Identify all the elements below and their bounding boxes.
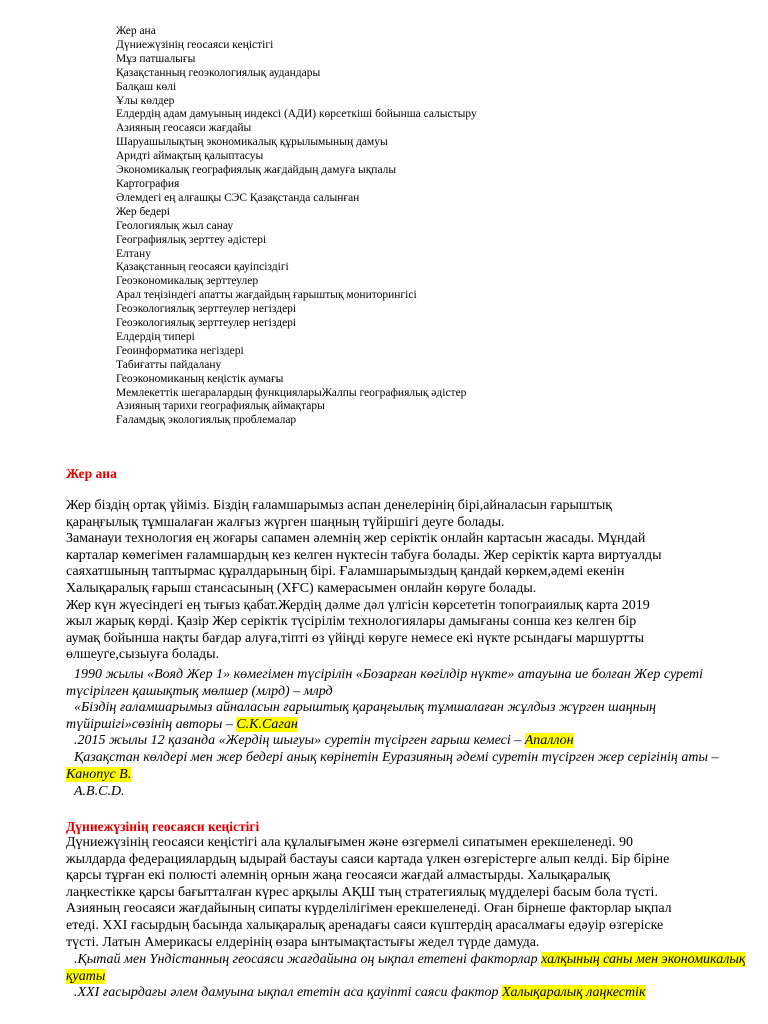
toc-item[interactable]: Геоэкономикалық зерттеулер [116, 275, 259, 288]
question-text: .XXI ғасырдағы әлем дамуына ықпал ететін аса қауіпті саяси фактор [74, 985, 502, 1001]
toc-item[interactable]: Елтану [116, 247, 151, 260]
section-body-geosayasi [66, 835, 746, 951]
section-body-zher-ana [66, 498, 746, 664]
toc-item[interactable]: Балқаш көлі [116, 80, 177, 93]
toc-item[interactable]: Қазақстанның геосаяси қауіпсіздігі [116, 261, 289, 274]
toc-item[interactable]: Картография [116, 177, 180, 190]
toc-item[interactable]: Елдердің типері [116, 330, 195, 343]
table-of-contents [116, 25, 477, 428]
quiz-question [66, 750, 746, 783]
text-line: лаңкестікке қарсы бағытталған күрес арқылы АҚШ тың стратегиялық мүдделері басым бола түсті. [66, 884, 658, 900]
toc-item[interactable]: Елдердің адам дамуының индексі (АДИ) көрсеткіші бойынша салыстыру [116, 108, 477, 121]
toc-item[interactable]: Географиялық зерттеу әдістері [116, 233, 267, 246]
quiz-question [66, 952, 746, 985]
quiz-question [66, 733, 746, 750]
text-line: Заманауи технология ең жоғары сапамен әлемнің жер серіктік онлайн картасын жасады. Мұндай [66, 531, 646, 547]
toc-item[interactable]: Әлемдегі ең алғашқы СЭС Қазақстанда салынған [116, 191, 360, 204]
toc-item[interactable]: Геоэкологиялық зерттеулер негіздері [116, 303, 297, 316]
toc-item[interactable]: Қазақстанның геоэкологиялық аудандары [116, 66, 321, 79]
text-line: карталар көмегімен ғаламшардың кез келген нүктесін табуға болады. Жер серіктік карта виртуалды [66, 547, 662, 563]
highlighted-answer: Халықаралық лаңкестік [501, 985, 646, 1001]
toc-item[interactable]: Дүниежүзінің геосаяси кеңістігі [116, 38, 274, 51]
toc-item[interactable]: Ұлы көлдер [116, 94, 175, 107]
toc-item[interactable]: Ғаламдық экологиялық проблемалар [116, 414, 297, 427]
answer-options: A.B.C.D. [74, 784, 125, 799]
question-text: Қазақстан көлдері мен жер бедері анық көрінетін Еуразияның әдемі суретін түсірген жер серігінің аты – [74, 749, 719, 765]
quiz-question [66, 700, 746, 733]
highlighted-answer: С.К.Саган [236, 716, 298, 732]
toc-item[interactable]: Геологиялық жыл санау [116, 219, 234, 232]
toc-item[interactable]: Геоэкономиканың кеңістік аумағы [116, 372, 284, 385]
quiz-question [66, 667, 746, 700]
text-line: Дүниежүзінің геосаяси кеңістігі ала құлалығымен және өзгермелі сипатымен ерекшеленеді. 90 [66, 835, 633, 850]
quiz-block-geosayasi [66, 952, 746, 1002]
toc-item[interactable]: Шаруашылықтың экономикалық құрылымының дамуы [116, 136, 388, 149]
text-line: қарсы тұрған екі полюсті әлемнің орнын жаңа геосаяси жағдай алмастырды. Халықаралық [66, 868, 610, 884]
section-heading-geosayasi: Дүниежүзінің геосаяси кеңістігі [66, 819, 260, 834]
quiz-block-zher-ana [66, 667, 746, 783]
question-text: .2015 жылы 12 қазанда «Жердің шығуы» суретін түсірген ғарыш кемесі – [74, 733, 525, 749]
text-line: қараңғылық тұмшалаған жалғыз жүрген шаңның түйіршігі деуге болады. [66, 514, 505, 530]
text-line: Жер біздің ортақ үйіміз. Біздің ғаламшарымыз аспан денелерінің бірі,айналасын ғарыштық [66, 498, 613, 513]
toc-item[interactable]: Аридті аймақтың қалыптасуы [116, 150, 264, 163]
text-line: аумақ бойынша нақты бағдар алуға,тіпті өз үйіңді көруге немесе екі нүкте рсындағы маршуртты [66, 630, 645, 646]
quiz-question [66, 985, 746, 1002]
text-line: Азияның геосаяси жағдайының сипаты күрделілігімен ерекшеленеді. Оған бірнеше факторлар ықпал [66, 901, 672, 917]
toc-item[interactable]: Азияның тарихи географиялық аймақтары [116, 400, 325, 413]
toc-item[interactable]: Геоинформатика негіздері [116, 344, 244, 357]
toc-item[interactable]: Жер ана [116, 25, 156, 37]
text-line: жыл жарық көрді. Қазір Жер серіктік түсірілім технологиялары дамығаны сонша кез келген бір [66, 614, 637, 630]
toc-item[interactable]: Мемлекеттік шегаралардың функцияларыЖалпы географиялық әдістер [116, 386, 467, 399]
toc-item[interactable]: Геоэкологиялық зерттеулер негіздері [116, 317, 297, 330]
highlighted-answer: Апаллон [524, 733, 574, 749]
text-line: саяхатшының таптырмас құралдарының бірі. Ғаламшарымыздың қандай көркем,әдемі екенін [66, 564, 625, 580]
section-heading-zher-ana: Жер ана [66, 466, 117, 481]
question-text: .Қытай мен Үндістанның геосаяси жағдайына оң ықпал ететені факторлар [74, 952, 542, 967]
text-line: етеді. XXI ғасырдың басында халықаралық аренадағы саяси күштердің арасалмағы едәуір өзгеріске [66, 917, 664, 933]
text-line: Халықаралық ғарыш стансасының (ХҒС) камерасымен онлайн көруге болады. [66, 580, 537, 596]
toc-item[interactable]: Арал теңізіндегі апатты жағдайдың ғарыштық мониторингісі [116, 289, 417, 302]
question-text: «Біздің ғаламшарымыз айналасын ғарыштық қараңғылық тұмшалаған жұлдыз жүрген шаңның түйіршігі»сөзінің авторы – [66, 700, 657, 732]
highlighted-answer: халқының саны мен экономикалық қуаты [66, 952, 746, 984]
text-line: Жер күн жүесіндегі ең тығыз қабат.Жердің дәлме дәл үлгісін көрсететін топограиялық карта 2019 [66, 597, 650, 613]
question-suffix: млрд [303, 683, 333, 699]
toc-item[interactable]: Экономикалық географиялық жағдайдың дамуға ықпалы [116, 164, 397, 177]
text-line: жылдарда федерациялардың ыдырай бастауы саяси картада үлкен өзгерістерге алып келді. Бір біріне [66, 851, 670, 867]
toc-item[interactable]: Мұз патшалығы [116, 52, 196, 65]
question-text: 1990 жылы «Вояд Жер 1» көмегімен түсірілін «Бозарған көгілдір нүкте» атауына ие болған Жер суреті түсірілген қашықтық мөлшер (млрд) – [66, 667, 704, 699]
highlighted-answer: Канопус В. [66, 766, 132, 782]
text-line: түсті. Латын Америкасы елдерінің өзара ынтымақтастығы жедел түрде дамуда. [66, 934, 540, 950]
toc-item[interactable]: Табиғатты пайдалану [116, 358, 222, 371]
toc-item[interactable]: Азияның геосаяси жағдайы [116, 122, 252, 135]
toc-item[interactable]: Жер бедері [116, 205, 171, 218]
text-line: өлшеуге,сызыуға болады. [66, 647, 220, 663]
